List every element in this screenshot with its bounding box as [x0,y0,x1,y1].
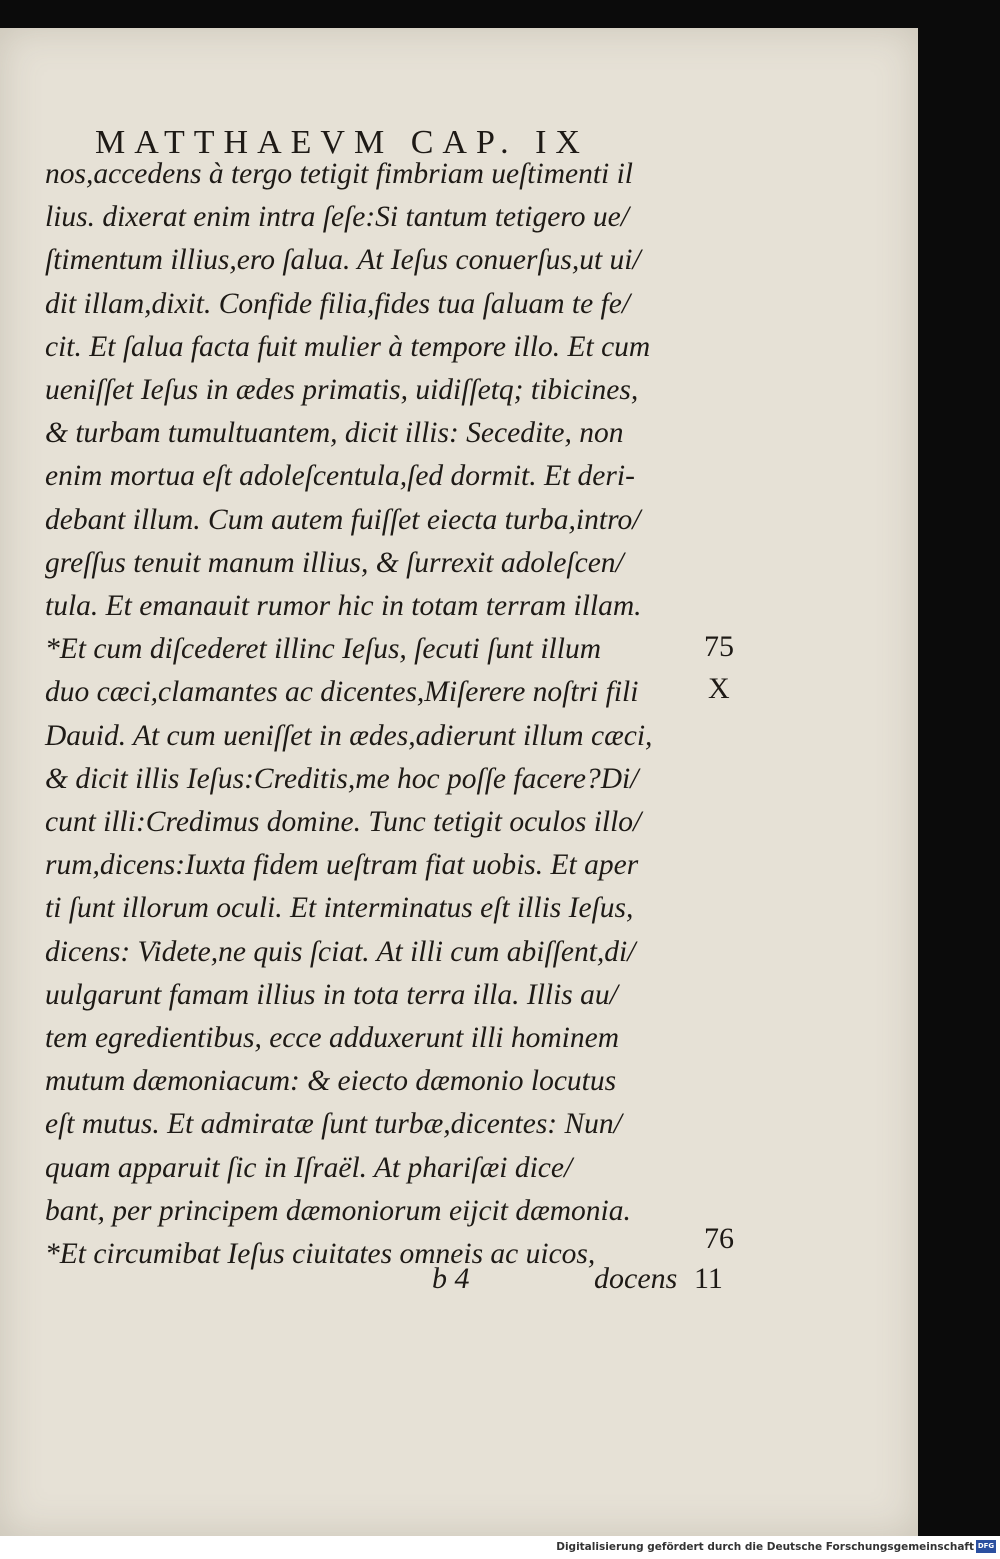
text-line: tem egredientibus, ecce adduxerunt illi hominem [45,1022,619,1054]
text-line: mutum dæmoniacum: & eiecto dæmonio locutus [45,1065,617,1098]
margin-note-75: 75 [704,630,734,663]
text-line: uulgarunt famam illius in tota terra illa. Illis au/ [45,978,618,1011]
catchword: docens [594,1262,678,1295]
text-line: greſſus tenuit manum illius, & ſurrexit adoleſcen/ [45,546,624,579]
text-line: enim mortua eſt adoleſcentula,ſed dormit. Et deri- [45,460,635,493]
text-line: lius. dixerat enim intra ſeſe:Si tantum tetigero ue/ [45,201,629,234]
dfg-logo-icon: DFG [976,1540,996,1553]
running-head: MATTHAEVM CAP. IX [95,124,589,161]
text-line: cunt illi:Credimus domine. Tunc tetigit oculos illo/ [45,806,642,838]
text-line: bant, per principem dæmoniorum eijcit dæmonia. [45,1194,631,1227]
text-line: ti ſunt illorum oculi. Et interminatus eſt illis Ieſus, [45,892,634,925]
text-line: quam apparuit ſic in Iſraël. At phariſæi dice/ [45,1151,573,1184]
text-line: nos,accedens à tergo tetigit fimbriam ueſtimenti il [45,158,633,190]
margin-note-76: 76 [704,1222,734,1255]
credit-bar [0,1536,1000,1559]
text-line: Dauid. At cum ueniſſet in ædes,adierunt illum cæci, [45,719,653,752]
margin-note-x: X [708,672,730,705]
text-line: eſt mutus. Et admiratæ ſunt turbæ,dicentes: Nun/ [45,1108,622,1141]
text-line: tula. Et emanauit rumor hic in totam terram illam. [45,590,642,622]
text-line: duo cæci,clamantes ac dicentes,Miſerere noſtri fili [45,676,639,709]
text-line: ueniſſet Ieſus in ædes primatis, uidiſſetq; tibicines, [45,374,639,406]
dfg-credit-text: Digitalisierung gefördert durch die Deutsche Forschungsgemeinschaft [556,1541,974,1553]
text-line: & turbam tumultuantem, dicit illis: Secedite, non [45,417,624,450]
text-line: *Et cum diſcederet illinc Ieſus, ſecuti ſunt illum [45,633,601,666]
text-line: dit illam,dixit. Confide filia,fides tua ſaluam te fe/ [45,287,631,320]
text-line: debant illum. Cum autem fuiſſet eiecta turba,intro/ [45,503,641,536]
text-line: *Et circumibat Ieſus ciuitates omneis ac uicos, [45,1238,596,1270]
text-line: ſtimentum illius,ero ſalua. At Ieſus conuerſus,ut ui/ [45,244,641,277]
signature-mark: b 4 [432,1262,470,1295]
text-line: dicens: Videte,ne quis ſciat. At illi cum abiſſent,di/ [45,935,636,968]
text-line: & dicit illis Ieſus:Creditis,me hoc poſſe facere?Di/ [45,762,639,795]
text-line: rum,dicens:Iuxta fidem ueſtram fiat uobis. Et aper [45,849,639,882]
text-line: cit. Et ſalua facta fuit mulier à tempore illo. Et cum [45,330,651,363]
page-number: 11 [694,1262,723,1295]
